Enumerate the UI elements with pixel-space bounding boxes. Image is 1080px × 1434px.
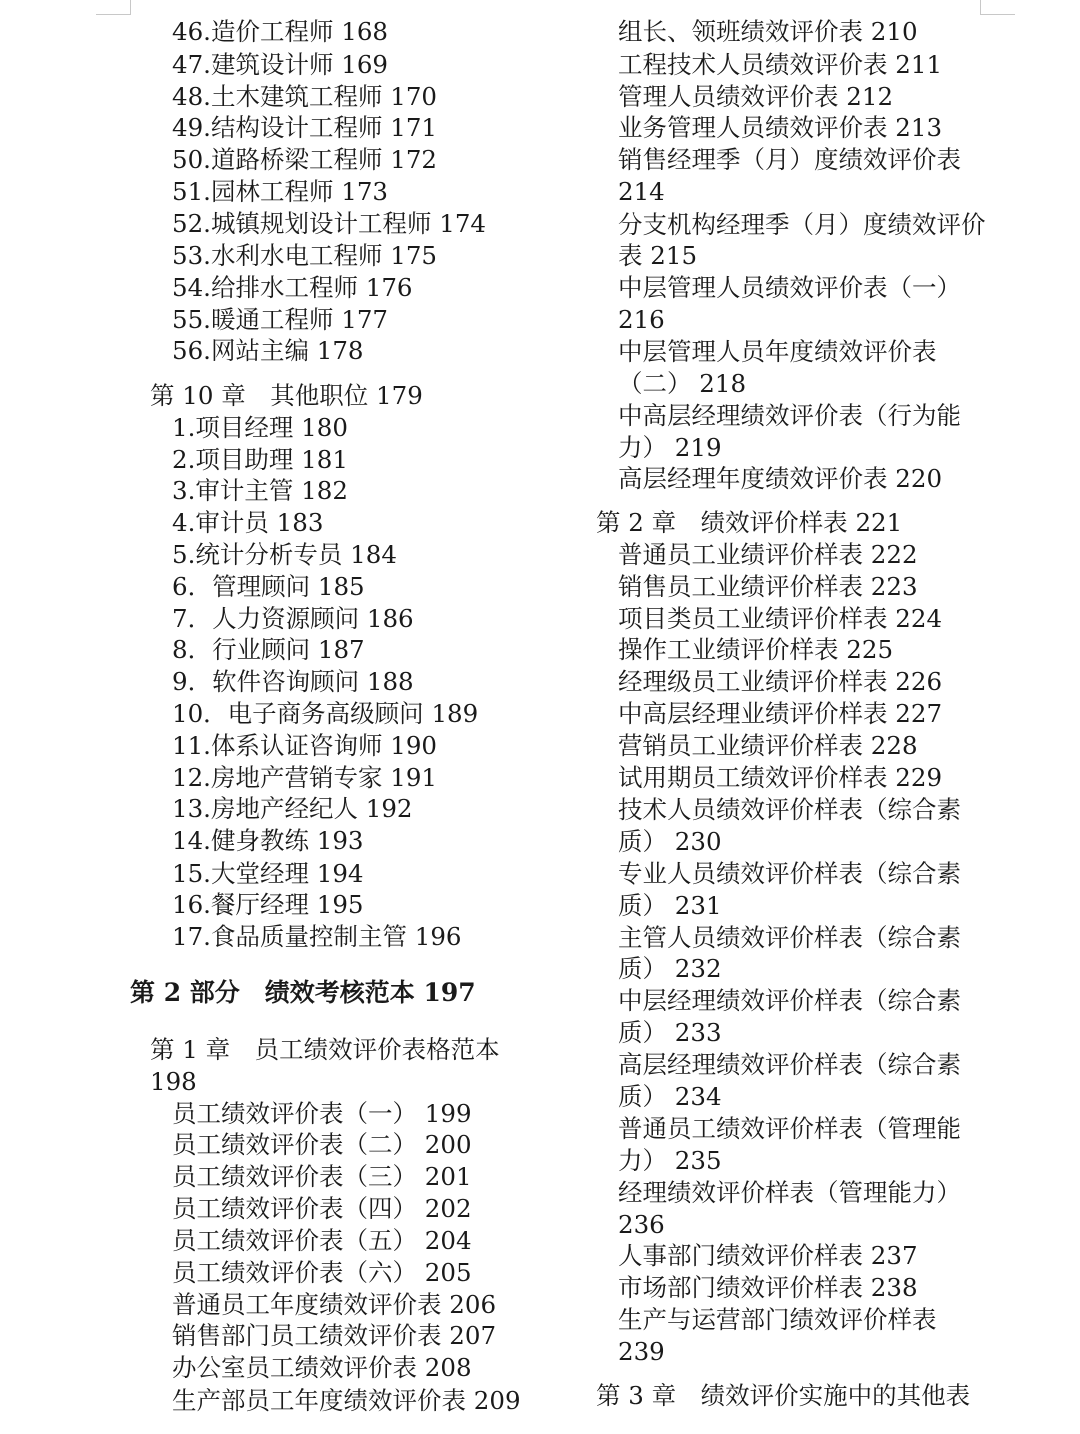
toc-right-entry: 市场部门绩效评价样表 238 bbox=[618, 1273, 918, 1302]
toc-right-entry: 质） 231 bbox=[618, 891, 722, 920]
toc-left-entry: 50.道路桥梁工程师 172 bbox=[172, 145, 438, 174]
toc-left-part-heading: 第 2 部分 绩效考核范本 197 bbox=[130, 978, 476, 1007]
toc-left-entry: 普通员工年度绩效评价表 206 bbox=[172, 1290, 497, 1319]
toc-left-entry: 12.房地产营销专家 191 bbox=[172, 763, 438, 792]
toc-left-entry: 员工绩效评价表（六） 205 bbox=[172, 1258, 472, 1287]
toc-left-entry: 员工绩效评价表（五） 204 bbox=[172, 1226, 472, 1255]
toc-left-entry: 1.项目经理 180 bbox=[172, 413, 348, 442]
toc-right-entry: 销售员工业绩评价样表 223 bbox=[618, 572, 918, 601]
toc-left-entry: 3.审计主管 182 bbox=[172, 476, 348, 505]
toc-left-chapter-heading: 第 10 章 其他职位 179 bbox=[150, 381, 423, 410]
toc-right-entry: 中高层经理绩效评价表（行为能 bbox=[618, 401, 961, 430]
toc-right-entry: 表 215 bbox=[618, 241, 698, 270]
toc-right-entry: 高层经理绩效评价样表（综合素 bbox=[618, 1050, 961, 1079]
toc-right-entry: 质） 234 bbox=[618, 1082, 722, 1111]
toc-right-entry: 216 bbox=[618, 305, 665, 334]
toc-left-entry: 5.统计分析专员 184 bbox=[172, 540, 397, 569]
toc-right-entry: 管理人员绩效评价表 212 bbox=[618, 82, 894, 111]
toc-right-entry: 销售经理季（月）度绩效评价表 bbox=[618, 145, 961, 174]
toc-left-entry: 51.园林工程师 173 bbox=[172, 177, 389, 206]
toc-left-entry: 52.城镇规划设计工程师 174 bbox=[172, 209, 487, 238]
toc-left-entry: 16.餐厅经理 195 bbox=[172, 890, 364, 919]
toc-right-entry: 经理级员工业绩评价样表 226 bbox=[618, 667, 943, 696]
toc-right-entry: 239 bbox=[618, 1337, 665, 1366]
toc-right-entry: 项目类员工业绩评价样表 224 bbox=[618, 604, 943, 633]
toc-right-entry: 操作工业绩评价样表 225 bbox=[618, 635, 894, 664]
toc-left-entry: 员工绩效评价表（三） 201 bbox=[172, 1162, 472, 1191]
toc-left-entry: 8．行业顾问 187 bbox=[172, 635, 365, 664]
toc-left-entry: 15.大堂经理 194 bbox=[172, 859, 364, 888]
toc-right-entry: 214 bbox=[618, 177, 665, 206]
toc-right-entry: 质） 233 bbox=[618, 1018, 722, 1047]
toc-left-entry: 54.给排水工程师 176 bbox=[172, 273, 413, 302]
toc-left-entry: 员工绩效评价表（四） 202 bbox=[172, 1194, 472, 1223]
toc-left-entry: 9．软件咨询顾问 188 bbox=[172, 667, 414, 696]
toc-right-entry: 质） 232 bbox=[618, 954, 722, 983]
toc-left-entry: 47.建筑设计师 169 bbox=[172, 50, 389, 79]
toc-left-entry: 7．人力资源顾问 186 bbox=[172, 604, 414, 633]
toc-right-entry: 质） 230 bbox=[618, 827, 722, 856]
toc-left-entry: 55.暖通工程师 177 bbox=[172, 305, 389, 334]
toc-right-entry: 组长、领班绩效评价表 210 bbox=[618, 17, 918, 46]
toc-right-entry: 经理绩效评价样表（管理能力） bbox=[618, 1178, 961, 1207]
toc-left-entry: 53.水利水电工程师 175 bbox=[172, 241, 438, 270]
toc-left-entry: 员工绩效评价表（二） 200 bbox=[172, 1130, 472, 1159]
toc-left-entry: 销售部门员工绩效评价表 207 bbox=[172, 1321, 497, 1350]
toc-left-entry: 10．电子商务高级顾问 189 bbox=[172, 699, 479, 728]
toc-right-entry: 业务管理人员绩效评价表 213 bbox=[618, 113, 943, 142]
toc-left-chapter-heading: 198 bbox=[150, 1067, 197, 1096]
toc-left-chapter-heading: 第 1 章 员工绩效评价表格范本 bbox=[150, 1035, 500, 1064]
toc-right-entry: 试用期员工绩效评价样表 229 bbox=[618, 763, 943, 792]
toc-right-entry: 中层管理人员绩效评价表（一） bbox=[618, 273, 961, 302]
toc-left-entry: 48.土木建筑工程师 170 bbox=[172, 82, 438, 111]
toc-right-entry: 生产与运营部门绩效评价样表 bbox=[618, 1305, 937, 1334]
toc-left-entry: 4.审计员 183 bbox=[172, 508, 324, 537]
toc-right-entry: 高层经理年度绩效评价表 220 bbox=[618, 464, 943, 493]
toc-right-entry: 中层经理绩效评价样表（综合素 bbox=[618, 986, 961, 1015]
toc-right-chapter-heading: 第 2 章 绩效评价样表 221 bbox=[596, 508, 903, 537]
page-corner-mark-left bbox=[96, 0, 131, 15]
toc-right-entry: 工程技术人员绩效评价表 211 bbox=[618, 50, 943, 79]
toc-left-entry: 6．管理顾问 185 bbox=[172, 572, 365, 601]
toc-right-entry: 人事部门绩效评价样表 237 bbox=[618, 1241, 918, 1270]
toc-right-entry: 技术人员绩效评价样表（综合素 bbox=[618, 795, 961, 824]
toc-left-entry: 11.体系认证咨询师 190 bbox=[172, 731, 438, 760]
toc-right-entry: 主管人员绩效评价样表（综合素 bbox=[618, 923, 961, 952]
toc-right-entry: （二） 218 bbox=[618, 369, 747, 398]
toc-right-entry: 中高层经理业绩评价样表 227 bbox=[618, 699, 943, 728]
toc-left-entry: 13.房地产经纪人 192 bbox=[172, 794, 413, 823]
toc-right-entry: 力） 235 bbox=[618, 1146, 722, 1175]
page-corner-mark-right bbox=[980, 0, 1015, 15]
toc-left-entry: 2.项目助理 181 bbox=[172, 445, 348, 474]
toc-left-entry: 办公室员工绩效评价表 208 bbox=[172, 1353, 472, 1382]
toc-left-entry: 17.食品质量控制主管 196 bbox=[172, 922, 462, 951]
toc-left-entry: 56.网站主编 178 bbox=[172, 336, 364, 365]
toc-left-entry: 46.造价工程师 168 bbox=[172, 17, 389, 46]
toc-right-chapter-heading: 第 3 章 绩效评价实施中的其他表 bbox=[596, 1381, 971, 1410]
toc-right-entry: 普通员工业绩评价样表 222 bbox=[618, 540, 918, 569]
toc-left-entry: 14.健身教练 193 bbox=[172, 826, 364, 855]
toc-right-entry: 中层管理人员年度绩效评价表 bbox=[618, 337, 937, 366]
toc-left-entry: 49.结构设计工程师 171 bbox=[172, 113, 438, 142]
toc-right-entry: 普通员工绩效评价样表（管理能 bbox=[618, 1114, 961, 1143]
toc-right-entry: 分支机构经理季（月）度绩效评价 bbox=[618, 210, 986, 239]
toc-right-entry: 专业人员绩效评价样表（综合素 bbox=[618, 859, 961, 888]
toc-right-entry: 力） 219 bbox=[618, 433, 722, 462]
toc-right-entry: 营销员工业绩评价样表 228 bbox=[618, 731, 918, 760]
toc-right-entry: 236 bbox=[618, 1210, 665, 1239]
toc-left-entry: 生产部员工年度绩效评价表 209 bbox=[172, 1386, 521, 1415]
toc-left-entry: 员工绩效评价表（一） 199 bbox=[172, 1099, 472, 1128]
